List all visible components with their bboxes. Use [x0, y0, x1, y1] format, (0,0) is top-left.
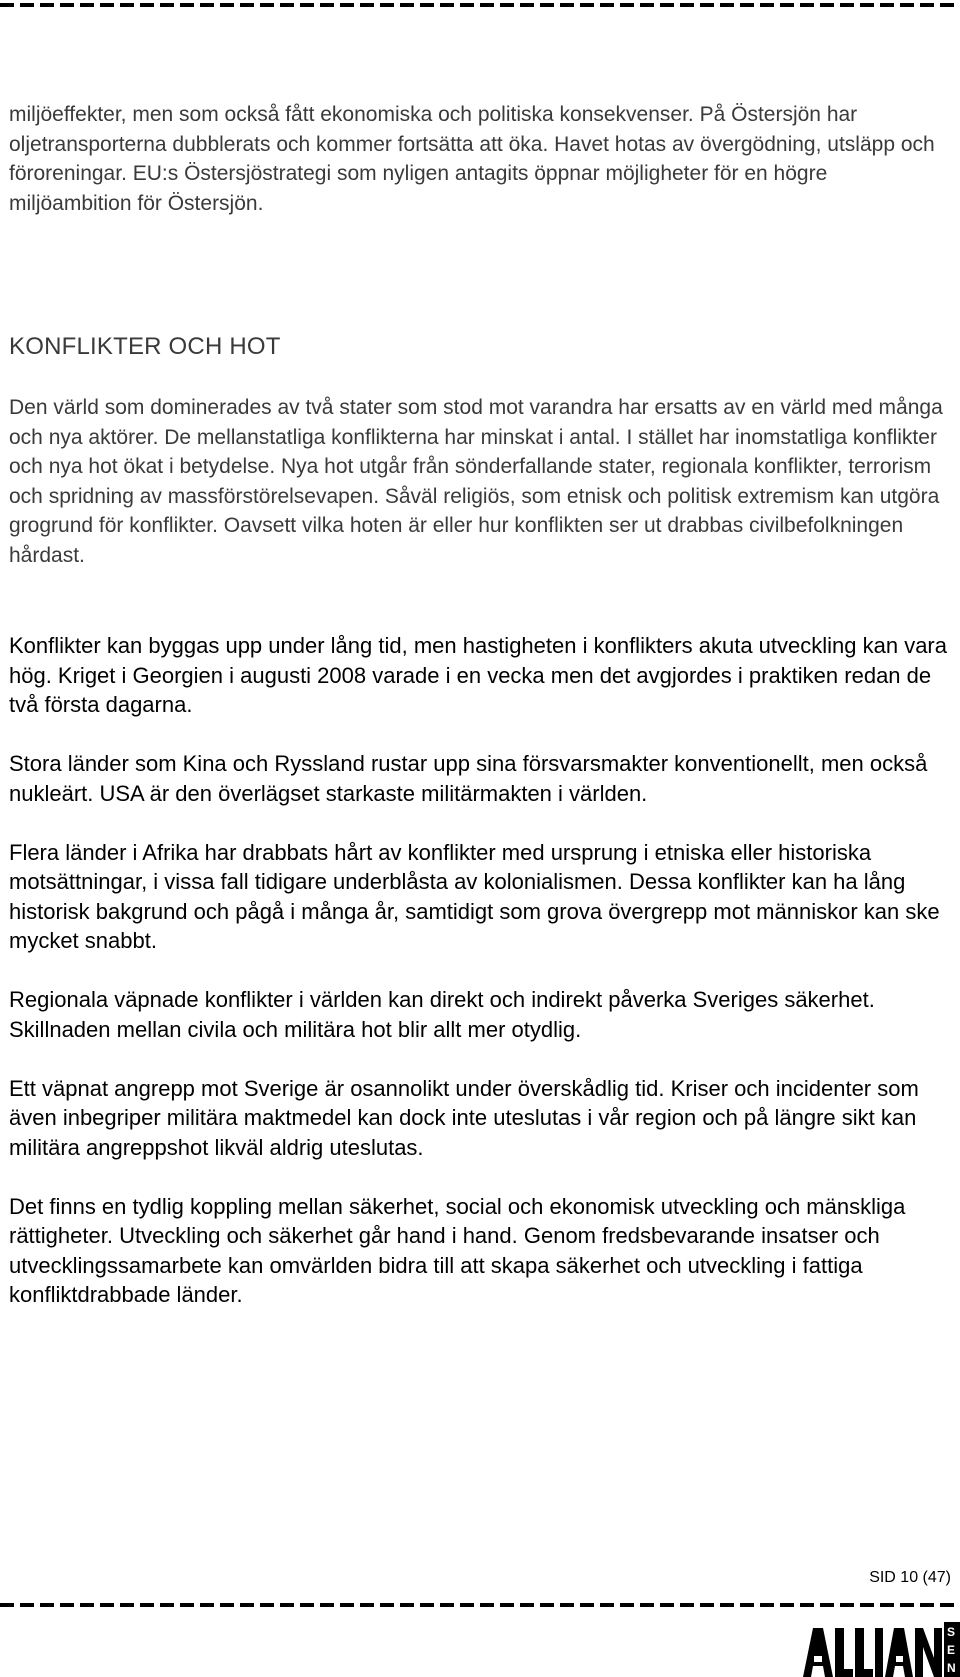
paragraph: Regionala väpnade konflikter i världen kan direkt och indirekt påverka Sveriges säkerhet. Skillnaden mellan civila och militära hot blir allt mer otydlig. — [9, 987, 875, 1042]
paragraph: Det finns en tydlig koppling mellan säkerhet, social och ekonomisk utveckling och mänskliga rättigheter. Utveckling och säkerhet går hand i hand. Genom fredsbevarande insatser och utvecklingssamarbete kan omvärlden bidra till att skapa säkerhet och utveckling i fattiga konfliktdrabbade länder. — [9, 1193, 906, 1307]
intro-paragraph: miljöeffekter, men som också fått ekonomiska och politiska konsekvenser. På Östersjön har oljetransporterna dubblerats och kommer fortsätta att öka. Havet hotas av övergödning, utsläpp och föroreningar. EU:s Östersjöstrategi som nyligen antagits öppnar möjligheter för en högre miljöambition för Östersjön. — [9, 103, 935, 215]
paragraph: Stora länder som Kina och Ryssland rustar upp sina försvarsmakter konventionellt, men också nukleärt. USA är den överlägset starkaste militärmakten i världen. — [9, 751, 928, 806]
svg-text:N: N — [947, 1661, 956, 1675]
body-paragraphs — [9, 631, 954, 1339]
lead-paragraph: Den värld som dominerades av två stater som stod mot varandra har ersatts av en värld med många och nya aktörer. De mellanstatliga konflikterna har minskat i antal. I stället har inomstatliga konflikter och nya hot ökat i betydelse. Nya hot utgår från sönderfallande stater, regionala konflikter, terrorism och spridning av massförstörelsevapen. Såväl religiös, som etnisk och politisk extremism kan utgöra grogrund för konflikter. Oavsett vilka hoten är eller hur konflikten ser ut drabbas civilbefolkningen hårdast. — [9, 396, 943, 567]
svg-text:S: S — [947, 1625, 956, 1639]
section-heading: KONFLIKTER OCH HOT — [9, 333, 281, 360]
top-dashed-rule — [0, 3, 960, 7]
paragraph: Flera länder i Afrika har drabbats hårt av konflikter med ursprung i etniska eller historiska motsättningar, i vissa fall tidigare underblåsta av kolonialismen. Dessa konflikter kan ha lång historisk bakgrund och pågå i många år, samtidigt som grova övergrepp mot människor kan ske mycket snabbt. — [9, 839, 940, 953]
paragraph: Konflikter kan byggas upp under lång tid, men hastigheten i konflikters akuta utveckling kan vara hög. Kriget i Georgien i augusti 2008 varade i en vecka men det avgjordes i praktiken redan de två första dagarna. — [9, 633, 947, 717]
page-number: SID 10 (47) — [869, 1569, 951, 1586]
alliansen-logo-icon — [803, 1622, 960, 1677]
bottom-dashed-rule — [0, 1603, 960, 1607]
paragraph: Ett väpnat angrepp mot Sverige är osannolikt under överskådlig tid. Kriser och incidenter som även inbegriper militära maktmedel kan dock inte uteslutas i vår region och på längre sikt kan militära angreppshot likväl aldrig uteslutas. — [9, 1075, 919, 1160]
page-content — [9, 100, 954, 1307]
svg-text:E: E — [947, 1643, 956, 1657]
